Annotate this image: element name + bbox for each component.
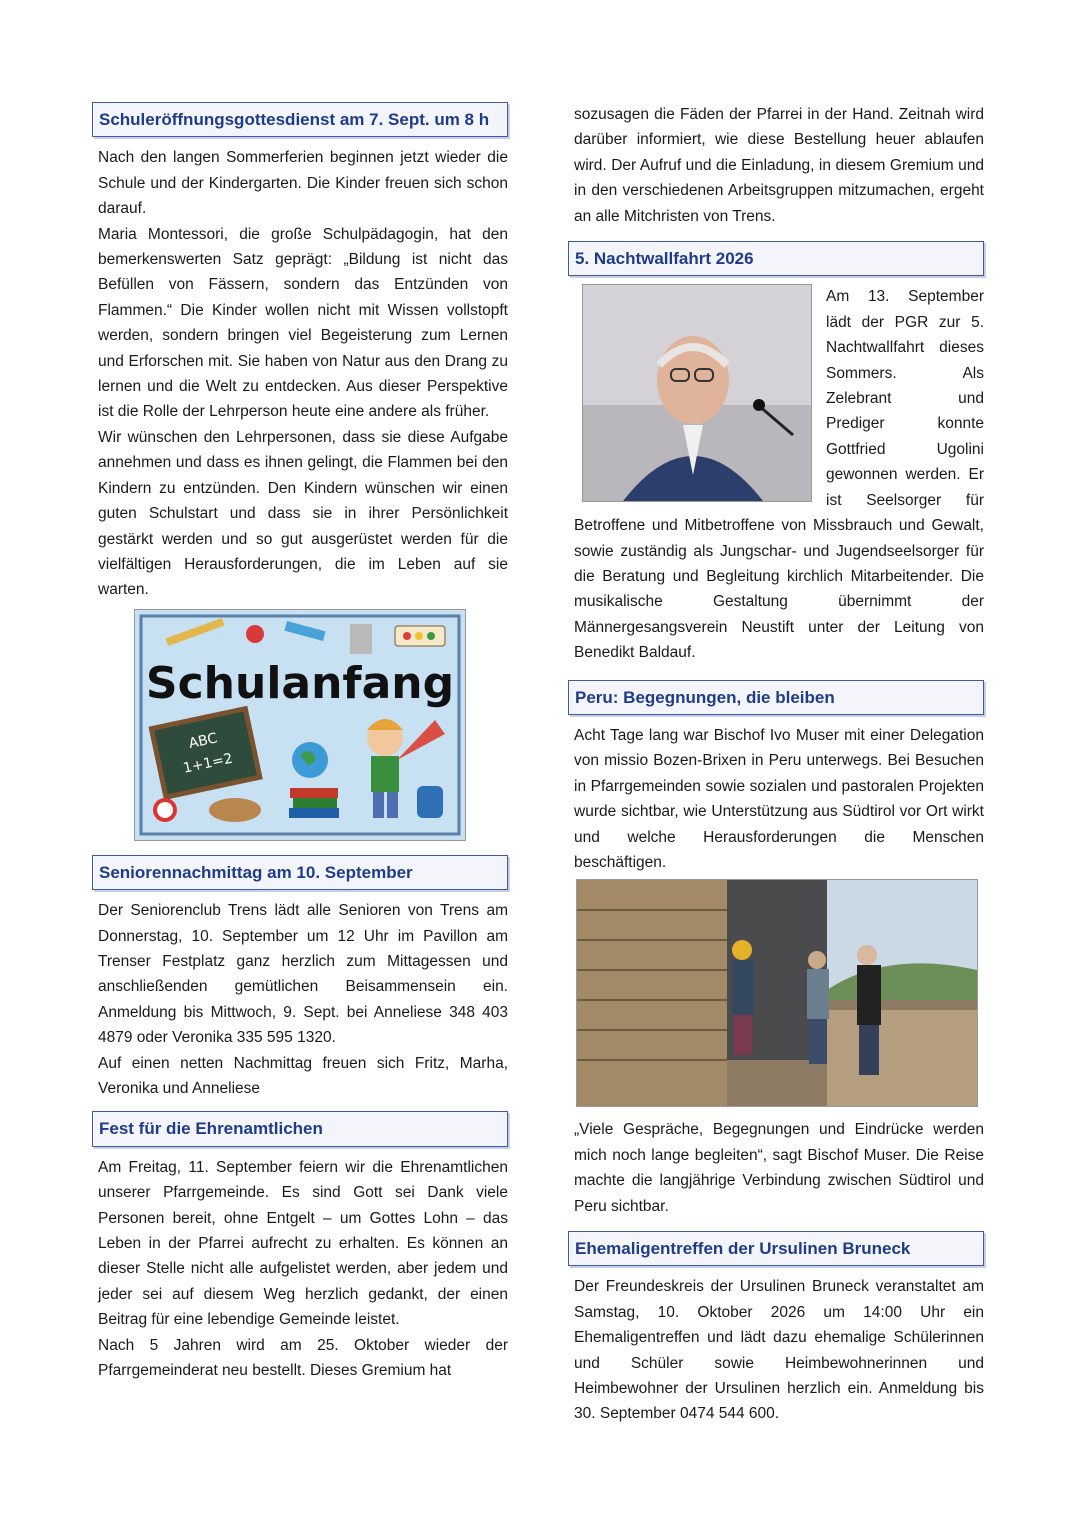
- paragraph: Auf einen netten Nachmittag freuen sich Fritz, Marha, Veronika und Anneliese: [98, 1054, 508, 1097]
- peru-visit-photo: [576, 879, 978, 1107]
- section-heading-schuleroeffnung: Schuleröffnungsgottesdienst am 7. Sept. um 8 h: [92, 102, 508, 137]
- priest-portrait-photo: [582, 284, 812, 502]
- paragraph: Acht Tage lang war Bischof Ivo Muser mit einer Delegation von missio Bozen-Brixen in Peru unterwegs. Bei Besuchen in Pfarrgemeinden sowie sozialen und pastoralen Projekten wurde sichtbar, wie Unterstützung aus Südtirol vor Ort wirkt und welche Herausforderungen die Menschen beschäftigen.: [574, 726, 984, 871]
- chalkboard-text-math: 1+1=2: [181, 750, 235, 777]
- section-heading-nachtwallfahrt: 5. Nachtwallfahrt 2026: [568, 241, 984, 276]
- section-heading-ehemaligentreffen: Ehemaligentreffen der Ursulinen Bruneck: [568, 1231, 984, 1266]
- schulanfang-drawing: [135, 610, 465, 840]
- chalkboard-text-abc: ABC: [187, 730, 219, 752]
- paragraph: Der Seniorenclub Trens lädt alle Senioren von Trens am Donnerstag, 10. September um 12 Uhr im Pavillon am Trenser Festplatz ganz herzlich zum Mittagessen und anschließenden gemütlichen Beisammensein ein. Anmeldung bis Mittwoch, 9. Sept. bei Anneliese 348 403 4879 oder Veronika 335 595 1320.: [98, 902, 508, 1047]
- paragraph: Am Freitag, 11. September feiern wir die Ehrenamtlichen unserer Pfarrgemeinde. Es sind Gott sei Dank viele Personen bereit, ohne Entgelt – um Gottes Lohn – das Leben in der Pfarrei aufrecht zu erhalten. Es können an dieser Stelle nicht alle aufgelistet werden, aber jedem und jeder sei auf diesem Weg herzlich gedankt, der einen Beitrag für eine lebendige Gemeinde leistet.: [98, 1158, 508, 1329]
- paragraph-continued: sozusagen die Fäden der Pfarrei in der Hand. Zeitnah wird darüber informiert, wie diese Bestellung heuer ablaufen wird. Der Aufruf und die Einladung, in diesem Gremium und in den verschiedenen Arbeitsgruppen mitzumachen, ergeht an alle Mitchristen von Trens.: [574, 106, 984, 225]
- left-column: [92, 102, 508, 1383]
- paragraph: Am 13. September lädt der PGR zur 5. Nachtwallfahrt dieses Sommers. Als Zelebrant und Prediger konnte Gottfried Ugolini gewonnen werden. Er ist Seelsorger für Betroffene und Mitbetroffene von Missbrauch und Gewalt, sowie zuständig als Jungschar- und Jugendseelsorger für die Beratung und Begleitung kirchlich Mitarbeitender. Die musikalische Gestaltung übernimmt der Männergesangsverein Neustift unter der Leitung von Benedikt Baldauf.: [574, 288, 984, 662]
- right-column: [568, 102, 984, 1427]
- portrait-drawing: [583, 285, 811, 501]
- paragraph: Der Freundeskreis der Ursulinen Bruneck veranstaltet am Samstag, 10. Oktober 2026 um 14:00 Uhr ein Ehemaligentreffen und lädt dazu ehemalige Schülerinnen und Schüler sowie Heimbewohnerinnen und Heimbewohner der Ursulinen herzlich ein. Anmeldung bis 30. September 0474 544 600.: [574, 1278, 984, 1423]
- schulanfang-title: Schulanfang: [145, 657, 455, 709]
- section-heading-seniorennachmittag: Seniorennachmittag am 10. September: [92, 855, 508, 890]
- schulanfang-illustration: [134, 609, 466, 841]
- paragraph: Maria Montessori, die große Schulpädagogin, hat den bemerkenswerten Satz geprägt: „Bildung ist nicht das Befüllen von Fässern, sondern das Entzünden von Flammen.“ Die Kinder wollen nicht mit Wissen vollstopft werden, sondern bringen viel Begeisterung zum Lernen und Erforschen mit. Sie haben von Natur aus den Drang zu lernen und die Welt zu entdecken. Aus dieser Perspektive ist die Rolle der Lehrperson heute eine andere als früher.: [98, 225, 508, 421]
- paragraph: „Viele Gespräche, Begegnungen und Eindrücke werden mich noch lange begleiten“, sagt Bischof Muser. Die Reise machte die langjährige Verbindung zwischen Südtirol und Peru sichtbar.: [574, 1121, 984, 1215]
- paragraph: Nach den langen Sommerferien beginnen jetzt wieder die Schule und der Kindergarten. Die Kinder freuen sich schon darauf.: [98, 149, 508, 218]
- peru-drawing: [577, 880, 977, 1106]
- paragraph: Nach 5 Jahren wird am 25. Oktober wieder der Pfarrgemeinderat neu bestellt. Dieses Gremium hat: [98, 1336, 508, 1380]
- section-heading-ehrenamtliche: Fest für die Ehrenamtlichen: [92, 1111, 508, 1146]
- section-heading-peru: Peru: Begegnungen, die bleiben: [568, 680, 984, 715]
- paragraph: Wir wünschen den Lehrpersonen, dass sie diese Aufgabe annehmen und dass es ihnen gelingt, die Flammen bei den Kindern zu entzünden. Den Kindern wünschen wir einen guten Schulstart und dass sie in ihrer Persönlichkeit gestärkt werden und so gut ausgerüstet werden für die vielfältigen Herausforderungen, die im Leben auf sie warten.: [98, 428, 508, 599]
